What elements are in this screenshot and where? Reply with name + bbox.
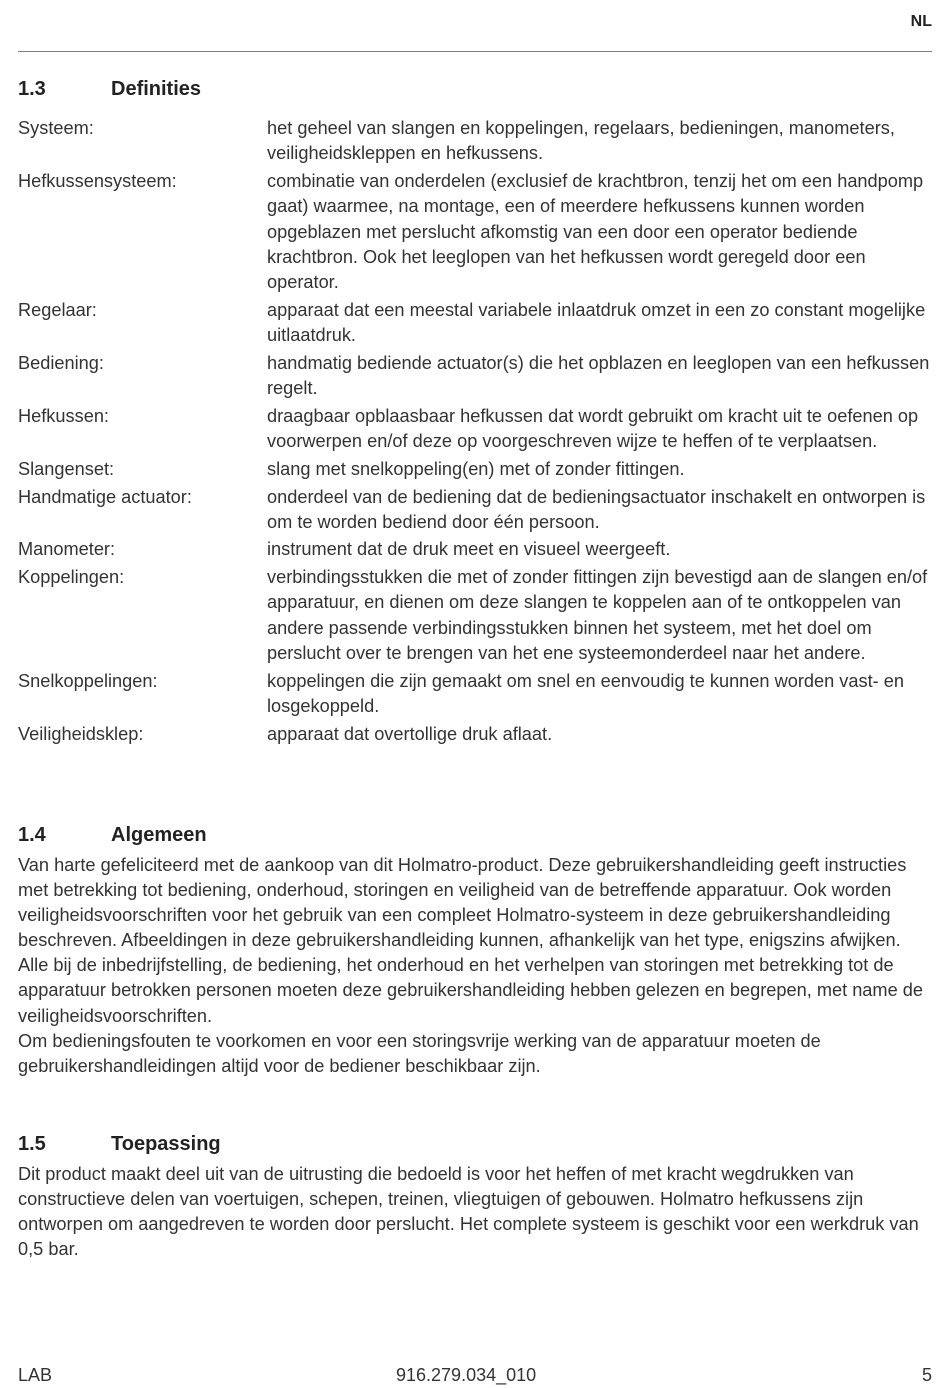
section-number: 1.3: [18, 78, 46, 100]
paragraph: Alle bij de inbedrijfstelling, de bediening, het onderhoud en het verhelpen van storingen met betrekking tot de apparatuur betrokken personen moeten deze gebruikershandleiding hebben gelezen en begrepen, met name de veiligheidsvoorschriften.: [18, 955, 923, 1026]
definition-item: [18, 722, 936, 747]
definition-text: apparaat dat overtollige druk aflaat.: [267, 723, 553, 744]
definition-text: handmatig bediende actuator(s) die het opblazen en leeglopen van een hefkussen regelt.: [267, 352, 930, 399]
definition-text: apparaat dat een meestal variabele inlaatdruk omzet in een zo constant mogelijke uitlaatdruk.: [267, 299, 926, 346]
definition-text: slang met snelkoppeling(en) met of zonder fittingen.: [267, 458, 685, 479]
definition-term: Handmatige actuator:: [18, 486, 192, 507]
definition-term: Hefkussensysteem:: [18, 170, 177, 191]
definition-text: verbindingsstukken die met of zonder fittingen zijn bevestigd aan de slangen en/of apparatuur, en dienen om deze slangen te koppelen aan of te ontkoppelen van andere passende verbindingsstukken binnen het systeem, met het doel om perslucht over te brengen van het ene systeemonderdeel naar het andere.: [267, 567, 928, 664]
definition-term: Koppelingen:: [18, 567, 125, 588]
paragraph: Dit product maakt deel uit van de uitrusting die bedoeld is voor het heffen of met kracht wegdrukken van constructieve delen van voertuigen, schepen, treinen, vliegtuigen of gebouwen. Holmatro hefkussens zijn ontworpen om aangedreven te worden door perslucht. Het complete systeem is geschikt voor een werkdruk van 0,5 bar.: [18, 1164, 919, 1260]
definition-text: instrument dat de druk meet en visueel weergeeft.: [267, 539, 671, 560]
definition-text: combinatie van onderdelen (exclusief de krachtbron, tenzij het om een handpomp gaat) waarmee, na montage, een of meerdere hefkussens kunnen worden opgeblazen met perslucht afkomstig van een door een operator bediende krachtbron. Ook het leeglopen van het hefkussen wordt geregeld door een operator.: [267, 170, 924, 293]
definition-item: [18, 351, 936, 402]
definition-item: [18, 169, 936, 295]
language-code: NL: [910, 13, 932, 30]
definition-item: [18, 457, 936, 482]
header-divider: [18, 51, 932, 52]
section-title: Algemeen: [111, 824, 207, 846]
definition-item: [18, 116, 936, 167]
section-title: Toepassing: [111, 1133, 221, 1155]
section-title: Definities: [111, 78, 202, 100]
section-heading-application: [18, 1131, 221, 1157]
definition-item: [18, 537, 936, 562]
definition-term: Regelaar:: [18, 299, 97, 320]
definition-text: het geheel van slangen en koppelingen, regelaars, bedieningen, manometers, veiligheidskleppen en hefkussens.: [267, 118, 895, 164]
definition-item: [18, 565, 936, 666]
definition-item: [18, 485, 936, 536]
footer-document-number: 916.279.034_010: [396, 1365, 537, 1385]
definition-term: Slangenset:: [18, 458, 115, 479]
definition-item: [18, 404, 936, 455]
definition-term: Snelkoppelingen:: [18, 670, 158, 691]
application-body: [18, 1162, 932, 1262]
section-number: 1.5: [18, 1133, 46, 1155]
definition-text: onderdeel van de bediening dat de bedieningsactuator inschakelt en ontworpen is om te worden bediend door één persoon.: [267, 486, 926, 532]
footer-product-code: LAB: [18, 1365, 53, 1385]
page-number: 5: [921, 1365, 932, 1385]
definitions-list: [18, 116, 936, 749]
definition-term: Bediening:: [18, 352, 104, 373]
paragraph: Om bedieningsfouten te voorkomen en voor een storingsvrije werking van de apparatuur moeten de gebruikershandleidingen altijd voor de bediener beschikbaar zijn.: [18, 1030, 821, 1076]
definition-term: Manometer:: [18, 539, 116, 560]
definition-item: [18, 669, 936, 720]
definition-text: koppelingen die zijn gemaakt om snel en eenvoudig te kunnen worden vast- en losgekoppeld.: [267, 670, 904, 717]
definition-text: draagbaar opblaasbaar hefkussen dat wordt gebruikt om kracht uit te oefenen op voorwerpen en/of deze op voorgeschreven wijze te heffen of te verplaatsen.: [267, 405, 919, 452]
section-number: 1.4: [18, 824, 46, 846]
paragraph: Van harte gefeliciteerd met de aankoop van dit Holmatro-product. Deze gebruikershandleiding geeft instructies met betrekking tot bediening, onderhoud, storingen en veiligheid van de betreffende apparatuur. Ook worden veiligheidsvoorschriften voor het gebruik van een compleet Holmatro-systeem in deze gebruikershandleiding beschreven. Afbeeldingen in deze gebruikershandleiding kunnen, afhankelijk van het type, enigszins afwijken.: [18, 855, 907, 951]
definition-item: [18, 298, 936, 349]
section-heading-general: [18, 822, 207, 848]
section-heading-definitions: [18, 76, 201, 102]
general-body: [18, 853, 932, 1079]
definition-term: Systeem:: [18, 118, 94, 138]
definition-term: Veiligheidsklep:: [18, 723, 144, 744]
definition-term: Hefkussen:: [18, 405, 109, 426]
